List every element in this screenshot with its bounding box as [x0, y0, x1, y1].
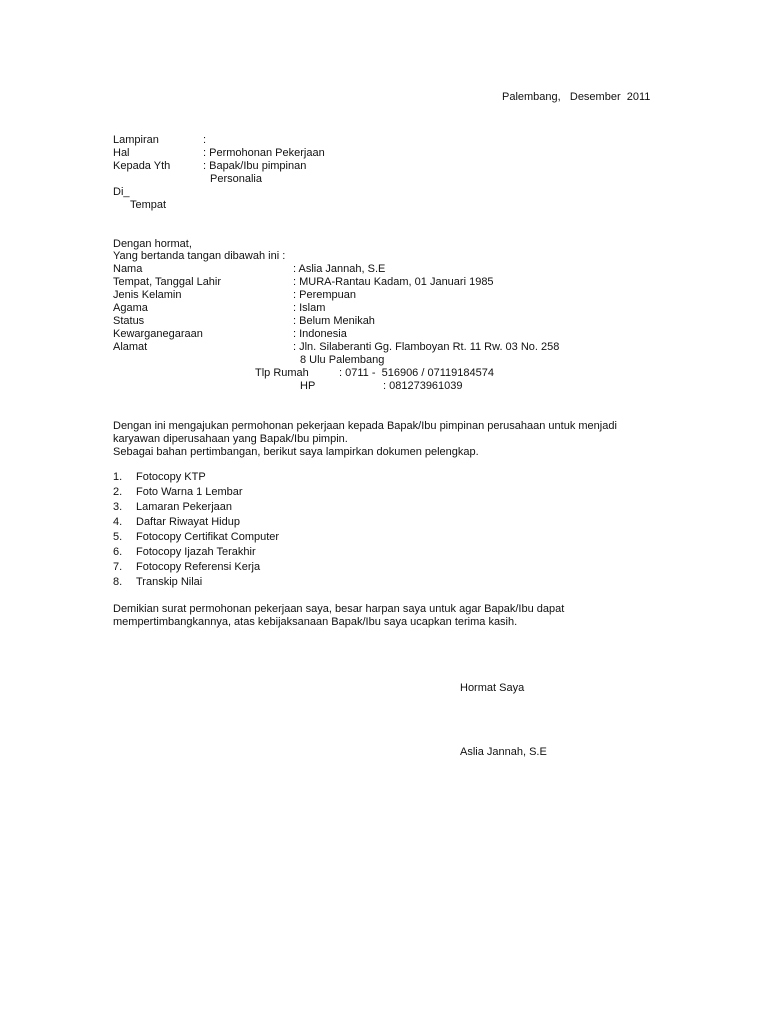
- list-item: Fotocopy Certifikat Computer: [136, 531, 280, 543]
- signer-name: Aslia Jannah, S.E: [460, 746, 547, 758]
- kepada-value-2: Personalia: [210, 173, 262, 185]
- kepada-label: Kepada Yth: [113, 160, 171, 172]
- list-number: 5.: [113, 531, 123, 543]
- identity-label: Jenis Kelamin: [113, 289, 182, 301]
- address-line-2: 8 Ulu Palembang: [300, 354, 385, 366]
- list-item: Lamaran Pekerjaan: [136, 501, 233, 513]
- body-line: karyawan diperusahaan yang Bapak/Ibu pimpin.: [113, 433, 348, 445]
- phone-hp-label: HP: [300, 380, 316, 392]
- list-item: Fotocopy KTP: [136, 471, 206, 483]
- list-number: 3.: [113, 501, 123, 513]
- phone-hp-value: : 081273961039: [383, 380, 463, 392]
- kepada-value: : Bapak/Ibu pimpinan: [203, 160, 307, 172]
- list-item: Transkip Nilai: [136, 576, 203, 588]
- identity-label: Alamat: [113, 341, 148, 353]
- identity-label: Agama: [113, 302, 148, 314]
- phone-rumah-value: : 0711 - 516906 / 07119184574: [339, 367, 494, 379]
- identity-value: : Islam: [293, 302, 326, 314]
- phone-rumah-label: Tlp Rumah: [255, 367, 309, 379]
- identity-label: Tempat, Tanggal Lahir: [113, 276, 222, 288]
- identity-value: : Jln. Silaberanti Gg. Flamboyan Rt. 11 Rw. 03 No. 258: [293, 341, 560, 353]
- intro-line: Yang bertanda tangan dibawah ini :: [113, 250, 286, 262]
- list-number: 4.: [113, 516, 123, 528]
- identity-value: : Aslia Jannah, S.E: [293, 263, 386, 275]
- list-item: Foto Warna 1 Lembar: [136, 486, 243, 498]
- list-number: 7.: [113, 561, 123, 573]
- hal-value: : Permohonan Pekerjaan: [203, 147, 325, 159]
- identity-label: Kewarganegaraan: [113, 328, 203, 340]
- identity-value: : Indonesia: [293, 328, 347, 340]
- list-number: 1.: [113, 471, 123, 483]
- greeting: Dengan hormat,: [113, 238, 192, 250]
- list-item: Daftar Riwayat Hidup: [136, 516, 240, 528]
- place-date: Palembang, Desember 2011: [502, 91, 651, 103]
- body-line: Sebagai bahan pertimbangan, berikut saya lampirkan dokumen pelengkap.: [113, 446, 479, 458]
- closing-line: Demikian surat permohonan pekerjaan saya, besar harpan saya untuk agar Bapak/Ibu dapat: [113, 603, 565, 615]
- lampiran-value: :: [203, 134, 207, 146]
- list-number: 8.: [113, 576, 123, 588]
- tempat-label: Tempat: [130, 199, 167, 211]
- identity-value: : Perempuan: [293, 289, 356, 301]
- identity-label: Status: [113, 315, 145, 327]
- body-line: Dengan ini mengajukan permohonan pekerjaan kepada Bapak/Ibu pimpinan perusahaan untuk menjadi: [113, 420, 617, 432]
- identity-label: Nama: [113, 263, 143, 275]
- hormat-saya: Hormat Saya: [460, 682, 525, 694]
- closing-line: mempertimbangkannya, atas kebijaksanaan Bapak/Ibu saya ucapkan terima kasih.: [113, 616, 518, 628]
- list-item: Fotocopy Referensi Kerja: [136, 561, 261, 573]
- list-number: 6.: [113, 546, 123, 558]
- list-item: Fotocopy Ijazah Terakhir: [136, 546, 256, 558]
- list-number: 2.: [113, 486, 123, 498]
- lampiran-label: Lampiran: [113, 134, 159, 146]
- identity-value: : Belum Menikah: [293, 315, 375, 327]
- di-label: Di_: [113, 186, 130, 198]
- hal-label: Hal: [113, 147, 130, 159]
- identity-value: : MURA-Rantau Kadam, 01 Januari 1985: [293, 276, 494, 288]
